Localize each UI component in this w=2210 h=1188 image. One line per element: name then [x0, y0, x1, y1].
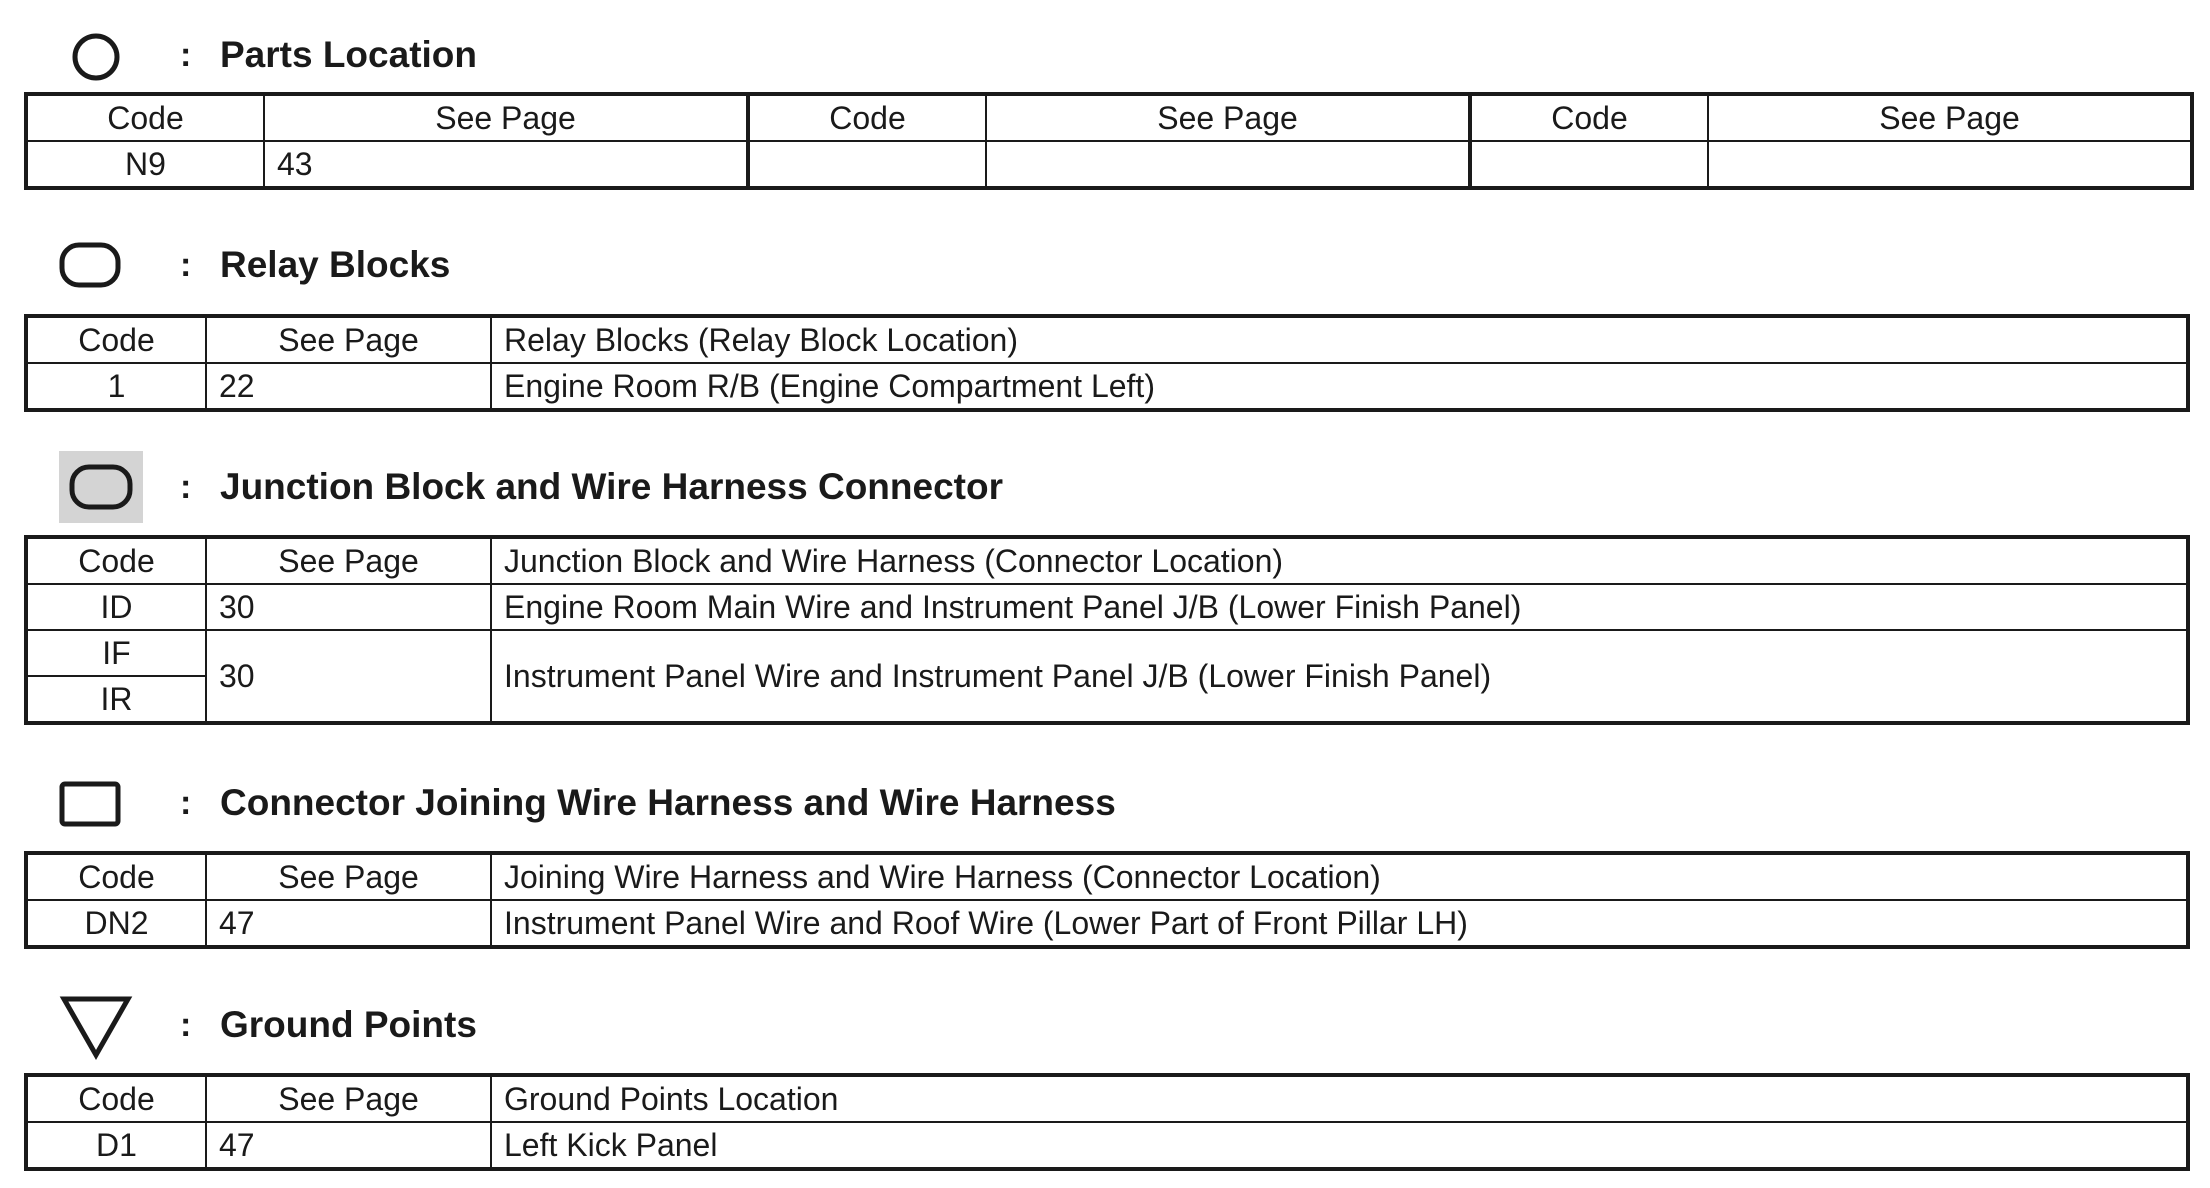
- code-cell: N9: [26, 141, 264, 188]
- page-cell: [1708, 141, 2192, 188]
- relay-blocks-table: [24, 314, 2190, 412]
- location-cell: Instrument Panel Wire and Roof Wire (Lower Part of Front Pillar LH): [491, 900, 2188, 947]
- header-cell: Ground Points Location: [491, 1075, 2188, 1122]
- code-cell: [1470, 141, 1708, 188]
- code-cell: [748, 141, 986, 188]
- location-cell: Engine Room R/B (Engine Compartment Left): [491, 363, 2188, 410]
- code-cell: IR: [26, 676, 206, 723]
- triangle-down-icon: [58, 993, 134, 1061]
- section-title: Parts Location: [220, 34, 477, 75]
- table-header-row: [26, 316, 2188, 363]
- colon: :: [180, 246, 192, 284]
- header-cell: Code: [26, 853, 206, 900]
- ground-points-table: [24, 1073, 2190, 1171]
- page-cell: [986, 141, 1470, 188]
- header-cell: Code: [26, 316, 206, 363]
- code-cell: DN2: [26, 900, 206, 947]
- section-title: Connector Joining Wire Harness and Wire Harness: [220, 782, 1116, 823]
- page-cell: 47: [206, 900, 491, 947]
- connector-joining-table: [24, 851, 2190, 949]
- header-cell: Junction Block and Wire Harness (Connector Location): [491, 537, 2188, 584]
- header-cell: See Page: [206, 316, 491, 363]
- colon: :: [180, 1006, 192, 1044]
- header-cell: See Page: [206, 1075, 491, 1122]
- code-cell: 1: [26, 363, 206, 410]
- header-cell: Code: [748, 94, 986, 141]
- ground-points-header: [0, 985, 2210, 1065]
- parts-location-header: [0, 15, 2210, 95]
- header-cell: See Page: [986, 94, 1470, 141]
- page-cell: 30: [206, 584, 491, 630]
- code-cell: IF: [26, 630, 206, 676]
- table-row: [26, 584, 2188, 630]
- junction-block-table: [24, 535, 2190, 725]
- table-header-row: [26, 537, 2188, 584]
- code-cell: D1: [26, 1122, 206, 1169]
- header-cell: Joining Wire Harness and Wire Harness (Connector Location): [491, 853, 2188, 900]
- table-row: [26, 1122, 2188, 1169]
- connector-joining-header: [0, 763, 2210, 843]
- page-cell: 22: [206, 363, 491, 410]
- header-cell: Code: [26, 1075, 206, 1122]
- rounded-rect-icon: [58, 240, 124, 292]
- circle-icon: [70, 31, 122, 83]
- page-cell: 30: [206, 630, 491, 723]
- header-cell: Code: [26, 537, 206, 584]
- header-cell: See Page: [206, 537, 491, 584]
- header-cell: See Page: [1708, 94, 2192, 141]
- section-title: Ground Points: [220, 1004, 477, 1045]
- header-cell: See Page: [206, 853, 491, 900]
- section-title: Junction Block and Wire Harness Connector: [220, 466, 1003, 507]
- colon: :: [180, 36, 192, 74]
- location-cell: Engine Room Main Wire and Instrument Panel J/B (Lower Finish Panel): [491, 584, 2188, 630]
- colon: :: [180, 784, 192, 822]
- code-cell: ID: [26, 584, 206, 630]
- parts-location-table: [24, 92, 2194, 190]
- table-header-row: [26, 1075, 2188, 1122]
- header-cell: Code: [26, 94, 264, 141]
- table-header-row: [26, 94, 2192, 141]
- colon: :: [180, 468, 192, 506]
- header-cell: Relay Blocks (Relay Block Location): [491, 316, 2188, 363]
- table-row: [26, 900, 2188, 947]
- table-header-row: [26, 853, 2188, 900]
- location-cell: Instrument Panel Wire and Instrument Panel J/B (Lower Finish Panel): [491, 630, 2188, 723]
- table-row: [26, 141, 2192, 188]
- shaded-rounded-rect-icon: [59, 451, 143, 523]
- header-cell: See Page: [264, 94, 748, 141]
- page-cell: 43: [264, 141, 748, 188]
- table-row: [26, 363, 2188, 410]
- table-row: [26, 630, 2188, 676]
- header-cell: Code: [1470, 94, 1708, 141]
- junction-block-header: [0, 447, 2210, 527]
- section-title: Relay Blocks: [220, 244, 451, 285]
- rectangle-icon: [58, 779, 124, 831]
- page-cell: 47: [206, 1122, 491, 1169]
- location-cell: Left Kick Panel: [491, 1122, 2188, 1169]
- relay-blocks-header: [0, 225, 2210, 305]
